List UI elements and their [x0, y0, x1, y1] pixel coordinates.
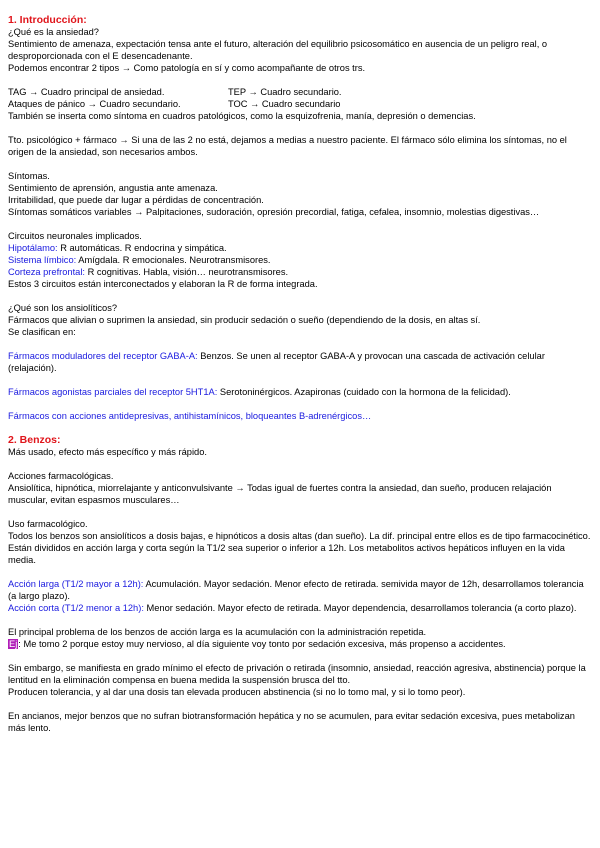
- example-line: [8, 638, 592, 650]
- example-highlight: Ej: [9, 639, 18, 649]
- short-acting-label: Acción corta (T1/2 menor a 12h):: [8, 603, 144, 613]
- long-acting: [8, 578, 592, 602]
- actions-title: Acciones farmacológicas.: [8, 471, 114, 481]
- short-acting: [8, 602, 592, 614]
- symptom-3: Síntomas somáticos variables → Palpitaciones, sudoración, opresión precordial, fatiga, cefalea, insomnio, molestias digestivas…: [8, 207, 540, 217]
- use-paragraph-2: Están divididos en acción larga y corta según la T1/2 sea superior o inferior a 12h. Los metabolitos activos hepáticos influyen en la vida media.: [8, 543, 565, 565]
- panic-line: Ataques de pánico → Cuadro secundario.: [8, 99, 181, 109]
- treatment-paragraph: Tto. psicológico + fármaco → Si una de las 2 no está, dejamos a medias a nuestro paciente. El fármaco sólo elimina los síntomas, no el origen de la ansiedad, son necesarios ambos.: [8, 135, 567, 157]
- gaba-label: Fármacos moduladores del receptor GABA-A:: [8, 351, 198, 361]
- disorder-row-1: [8, 86, 592, 98]
- symptoms-title: Síntomas.: [8, 171, 50, 181]
- main-problem: El principal problema de los benzos de acción larga es la acumulación con la administración repetida.: [8, 627, 427, 637]
- however-paragraph: Sin embargo, se manifiesta en grado mínimo el efecto de privación o retirada (insomnio, ansiedad, reacción agresiva, abstinencia) porque la lentitud en la eliminación compensa en buena medida la suspensión brusca del tto.: [8, 663, 586, 685]
- example-text: : Me tomo 2 porque estoy muy nervioso, al día siguiente voy tonto por sedación excesiva, más propenso a accidentes.: [18, 639, 506, 649]
- gaba-text: Benzos. Se unen al receptor GABA-A y provocan una cascada de activación celular (relajación).: [8, 351, 545, 373]
- elderly-paragraph: En ancianos, mejor benzos que no sufran biotransformación hepática y no se acumulen, para evitar sedación excesiva, pues metabolizan más lento.: [8, 711, 575, 733]
- limbic-label: Sistema límbico:: [8, 255, 77, 265]
- question-anxiety: ¿Qué es la ansiedad?: [8, 27, 99, 37]
- hypothalamus-label: Hipotálamo:: [8, 243, 58, 253]
- class-other: Fármacos con acciones antidepresivas, antihistamínicos, bloqueantes B-adrenérgicos…: [8, 411, 372, 421]
- disorder-row-2: [8, 98, 592, 110]
- cortex-label: Corteza prefrontal:: [8, 267, 85, 277]
- also-symptom-line: También se inserta como síntoma en cuadros patológicos, como la esquizofrenia, manía, depresión o demencias.: [8, 111, 476, 121]
- circuit-cortex: [8, 266, 592, 278]
- circuits-title: Circuitos neuronales implicados.: [8, 231, 142, 241]
- class-5ht1a: [8, 386, 592, 398]
- section-2-title: 2. Benzos:: [8, 434, 61, 446]
- benzos-intro: Más usado, efecto más específico y más rápido.: [8, 447, 207, 457]
- toc-line: TOC → Cuadro secundario: [228, 99, 341, 109]
- circuit-limbic: [8, 254, 592, 266]
- section-1-title: 1. Introducción:: [8, 14, 87, 26]
- tep-line: TEP → Cuadro secundario.: [228, 87, 342, 97]
- long-acting-label: Acción larga (T1/2 mayor a 12h):: [8, 579, 144, 589]
- limbic-text: Amígdala. R emocionales. Neurotransmisores.: [76, 255, 271, 265]
- short-acting-text: Menor sedación. Mayor efecto de retirada. Mayor dependencia, desarrollamos tolerancia (a corto plazo).: [143, 603, 577, 613]
- 5ht1a-label: Fármacos agonistas parciales del receptor 5HT1A:: [8, 387, 218, 397]
- circuit-hypothalamus: [8, 242, 592, 254]
- classification-intro: Se clasifican en:: [8, 327, 76, 337]
- symptom-2: Irritabilidad, que puede dar lugar a pérdidas de concentración.: [8, 195, 264, 205]
- tolerance-paragraph: Producen tolerancia, y al dar una dosis tan elevada producen abstinencia (si no lo tomo mal, y si lo tomo peor).: [8, 687, 466, 697]
- hypothalamus-text: R automáticas. R endocrina y simpática.: [57, 243, 227, 253]
- cortex-text: R cognitivas. Habla, visión… neurotransmisores.: [85, 267, 289, 277]
- use-paragraph-1: Todos los benzos son ansiolíticos a dosis bajas, e hipnóticos a dosis altas (dan sueño). La dif. principal entre ellos es de tipo farmacocinético.: [8, 531, 591, 541]
- anxiolytics-definition: Fármacos que alivian o suprimen la ansiedad, sin producir sedación o sueño (dependiendo de la dosis, en altas sí.: [8, 315, 481, 325]
- question-anxiolytics: ¿Qué son los ansiolíticos?: [8, 303, 118, 313]
- class-gaba: [8, 350, 592, 374]
- use-title: Uso farmacológico.: [8, 519, 88, 529]
- anxiety-definition: Sentimiento de amenaza, expectación tensa ante el futuro, alteración del equilibrio psicosomático en ausencia de un peligro real, o desproporcionada con el E desencadenante.: [8, 39, 548, 61]
- 5ht1a-text: Serotoninérgicos. Azapironas (cuidado con la hormona de la felicidad).: [217, 387, 511, 397]
- long-acting-text: Acumulación. Mayor sedación. Menor efecto de retirada. semivida mayor de 12h, desarrollamos tolerancia (a largo plazo).: [8, 579, 584, 601]
- symptom-1: Sentimiento de aprensión, angustia ante amenaza.: [8, 183, 218, 193]
- actions-text: Ansiolítica, hipnótica, miorrelajante y anticonvulsivante → Todas igual de fuertes contra la ansiedad, dan sueño, producen relajación muscular, evitan espasmos musculares…: [8, 483, 552, 505]
- tag-line: TAG → Cuadro principal de ansiedad.: [8, 87, 165, 97]
- anxiety-types: Podemos encontrar 2 tipos → Como patología en sí y como acompañante de otros trs.: [8, 63, 366, 73]
- circuits-note: Estos 3 circuitos están interconectados y elaboran la R de forma integrada.: [8, 279, 318, 289]
